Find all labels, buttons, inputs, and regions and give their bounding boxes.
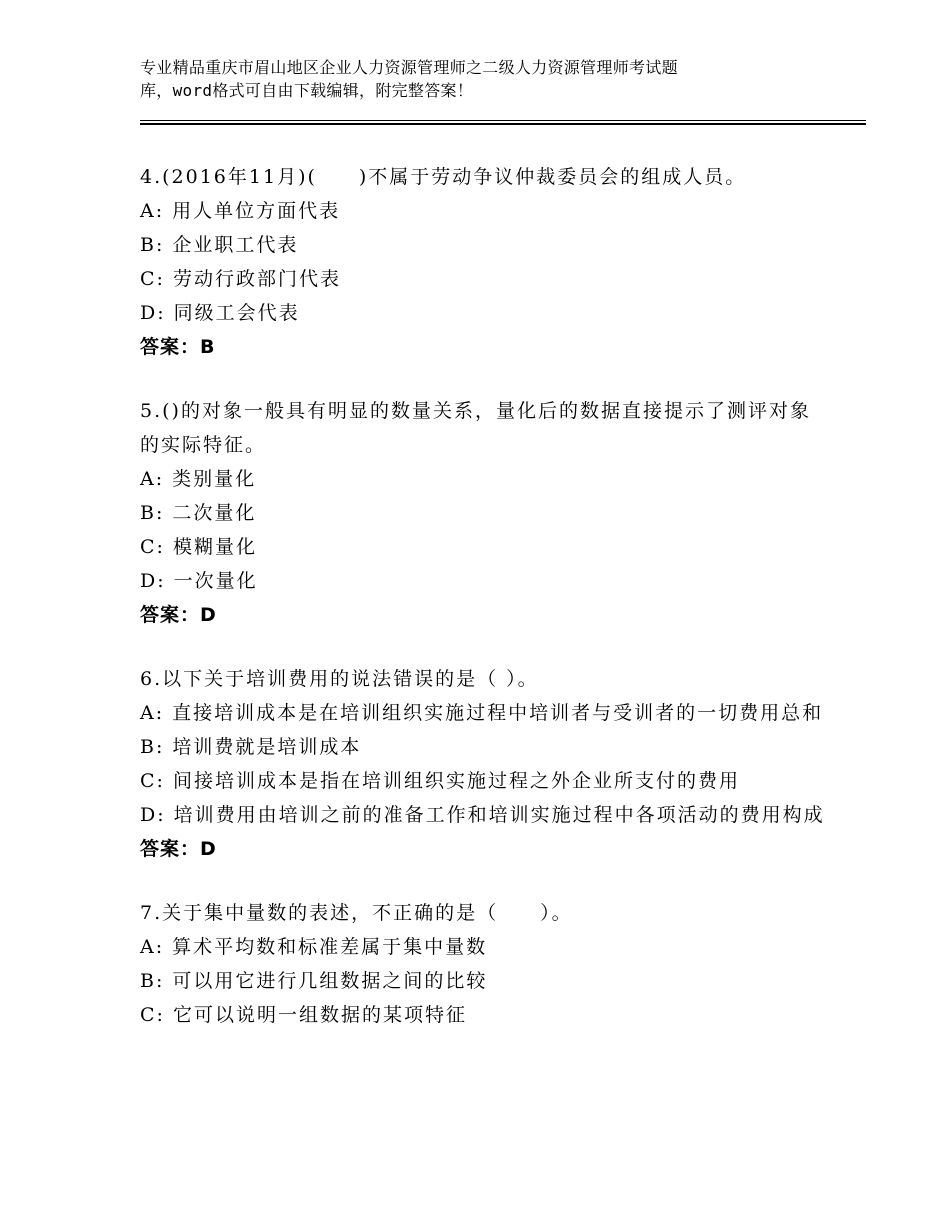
header-divider-thin — [140, 120, 866, 121]
question-4 — [140, 160, 830, 364]
question-7 — [140, 896, 830, 1032]
option-d: D: 同级工会代表 — [140, 302, 300, 324]
option-a: A: 类别量化 — [140, 468, 257, 490]
option-b: B: 可以用它进行几组数据之间的比较 — [140, 970, 488, 992]
question-text: 5.()的对象一般具有明显的数量关系，量化后的数据直接提示了测评对象的实际特征。 — [140, 400, 811, 456]
option-a: A: 直接培训成本是在培训组织实施过程中培训者与受训者的一切费用总和 — [140, 702, 824, 724]
header-divider-thick — [140, 123, 866, 125]
answer: 答案：D — [140, 838, 217, 860]
question-list — [140, 160, 830, 1062]
option-c: C: 劳动行政部门代表 — [140, 268, 341, 290]
question-text: 7.关于集中量数的表述，不正确的是（ ）。 — [140, 902, 573, 924]
option-b: B: 培训费就是培训成本 — [140, 736, 362, 758]
answer: 答案：B — [140, 336, 216, 358]
question-text: 6.以下关于培训费用的说法错误的是（ ）。 — [140, 668, 539, 690]
answer: 答案：D — [140, 604, 217, 626]
header-line-1: 专业精品重庆市眉山地区企业人力资源管理师之二级人力资源管理师考试题 — [140, 58, 678, 77]
question-6 — [140, 662, 830, 866]
option-d: D: 培训费用由培训之前的准备工作和培训实施过程中各项活动的费用构成 — [140, 804, 825, 826]
option-d: D: 一次量化 — [140, 570, 258, 592]
document-header — [140, 56, 820, 102]
option-b: B: 二次量化 — [140, 502, 257, 524]
option-a: A: 用人单位方面代表 — [140, 200, 341, 222]
option-c: C: 模糊量化 — [140, 536, 257, 558]
option-c: C: 间接培训成本是指在培训组织实施过程之外企业所支付的费用 — [140, 770, 740, 792]
option-a: A: 算术平均数和标准差属于集中量数 — [140, 936, 488, 958]
question-5 — [140, 394, 830, 632]
header-line-2: 库，word格式可自由下载编辑，附完整答案！ — [140, 81, 474, 100]
question-text: 4.(2016年11月)( )不属于劳动争议仲裁委员会的组成人员。 — [140, 166, 747, 188]
option-c: C: 它可以说明一组数据的某项特征 — [140, 1004, 467, 1026]
option-b: B: 企业职工代表 — [140, 234, 299, 256]
